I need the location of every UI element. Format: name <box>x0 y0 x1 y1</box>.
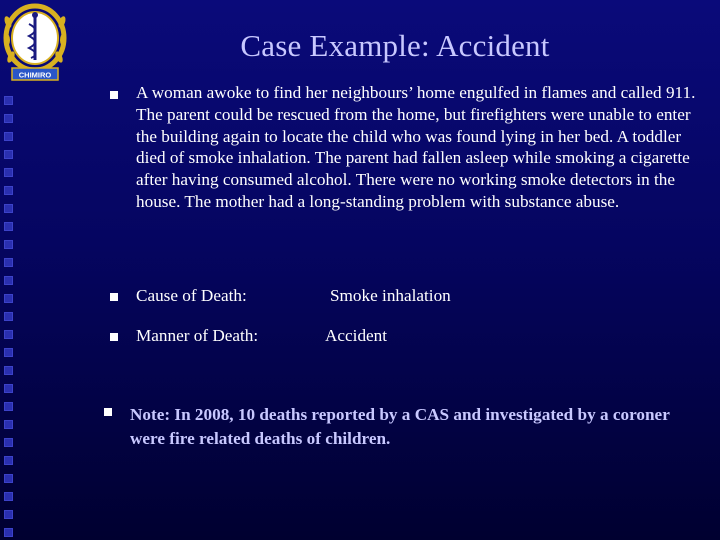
bullet-marker <box>110 293 118 301</box>
decorative-square <box>4 312 13 321</box>
decorative-square <box>4 168 13 177</box>
coroner-logo <box>2 2 68 86</box>
slide-title: Case Example: Accident <box>240 28 550 63</box>
decorative-square <box>4 150 13 159</box>
decorative-square <box>4 96 13 105</box>
decorative-square <box>4 474 13 483</box>
cause-of-death-label: Cause of Death: <box>136 286 247 305</box>
decorative-square <box>4 294 13 303</box>
decorative-square <box>4 420 13 429</box>
decorative-square <box>4 114 13 123</box>
decorative-square <box>4 276 13 285</box>
decorative-square <box>4 330 13 339</box>
decorative-square <box>4 456 13 465</box>
decorative-square <box>4 384 13 393</box>
decorative-square <box>4 402 13 411</box>
decorative-square <box>4 258 13 267</box>
case-description: A woman awoke to find her neighbours’ home engulfed in flames and called 911. The parent could be rescued from the home, but firefighters were unable to enter the building again to locate the child who was found lying in her bed. A toddler died of smoke inhalation. The parent had fallen asleep while smoking a cigarette after having consumed alcohol. There were no working smoke detectors in the house. The mother had a long-standing problem with substance abuse. <box>136 83 696 211</box>
statistics-note: Note: In 2008, 10 deaths reported by a CAS and investigated by a coroner were fire related deaths of children. <box>130 405 670 448</box>
decorative-square <box>4 240 13 249</box>
bullet-marker <box>104 408 112 416</box>
logo-text: CHIMIRO <box>18 70 52 80</box>
decorative-square <box>4 492 13 501</box>
decorative-square <box>4 222 13 231</box>
decorative-square <box>4 528 13 537</box>
decorative-square <box>4 348 13 357</box>
manner-of-death-value: Accident <box>325 326 388 345</box>
decorative-square <box>4 438 13 447</box>
bullet-marker <box>110 91 118 99</box>
decorative-square <box>4 186 13 195</box>
decorative-square <box>4 132 13 141</box>
decorative-square <box>4 510 13 519</box>
manner-of-death-label: Manner of Death: <box>136 326 259 345</box>
cause-of-death-value: Smoke inhalation <box>330 286 451 305</box>
decorative-square <box>4 204 13 213</box>
bullet-marker <box>110 333 118 341</box>
decorative-square <box>4 366 13 375</box>
